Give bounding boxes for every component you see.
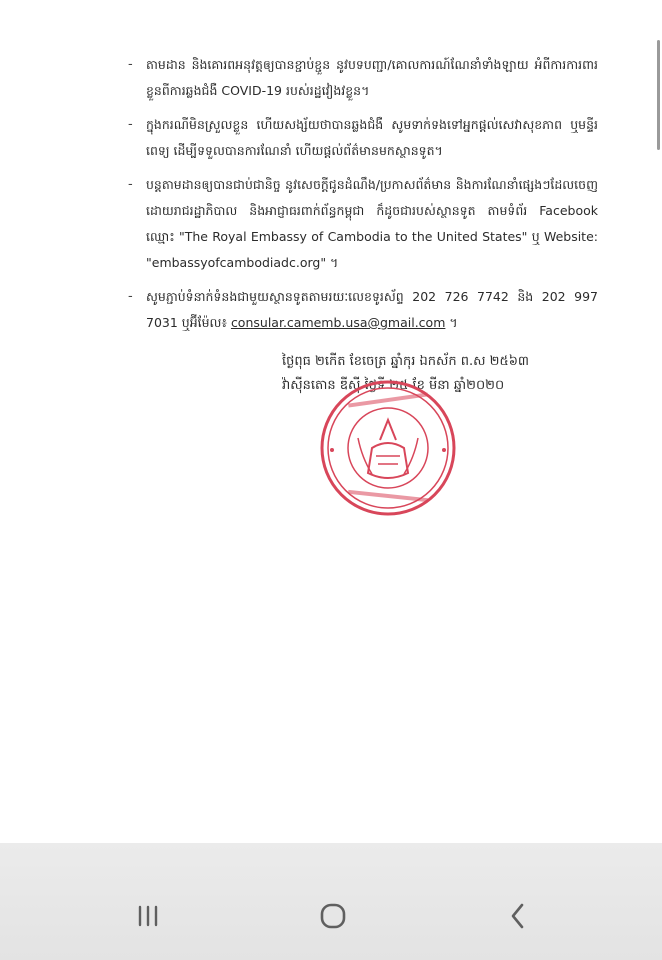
bullet-text: [146, 284, 598, 336]
back-button[interactable]: [498, 896, 538, 936]
lunar-date: ថ្ងៃពុធ ២កើត ខែចេត្រ ឆ្នាំកុរ ឯកស័ក ព.ស ២៥៦៣: [282, 354, 530, 369]
bullet-text: ក្នុងករណីមិនស្រួលខ្លួន ហើយសង្ស័យថាបានឆ្លងជំងឺ សូមទាក់ទងទៅអ្នកផ្ដល់សេវាសុខភាព ឬមន្ទីរពេទ្យ ដើម្បីទទួលបានការណែនាំ ហើយផ្ដល់ព័ត៌មានមកស្ថានទូត។: [146, 117, 598, 158]
contact-text: សូមភ្ជាប់ទំនាក់ទំនងជាមួយស្ថានទូតតាមរយៈលេខទូរស័ព្ទ 202 726 7742 និង 202 997 7031 ឬអ៊ីម៉ែល៖: [146, 289, 598, 330]
list-item: - សូមភ្ជាប់ទំនាក់ទំនងជាមួយស្ថានទូតតាមរយៈលេខទូរស័ព្ទ 202 726 7742 និង 202 997 7031 ឬអ៊ីម៉ែល៖ consular.camemb.usa@gmail.com ។: [128, 284, 598, 336]
bullet-list: [128, 52, 598, 344]
bullet-text: តាមដាន និងគោរពអនុវត្តឲ្យបានខ្ជាប់ខ្ជួន នូវបទបញ្ជា/គោលការណ៍ណែនាំទាំងឡាយ អំពីការការពារខ្លួនពីការឆ្លងជំងឺ COVID-19 របស់រដ្ឋវៀងវខ្លួន។: [146, 57, 598, 98]
place-date: វ៉ាស៊ីនតោន ឌីស៊ី ថ្ងៃទី ២៥ ខែ មីនា ឆ្នាំ២០២០: [282, 378, 505, 393]
embassy-seal: [318, 378, 458, 518]
list-item: - តាមដាន និងគោរពអនុវត្តឲ្យបានខ្ជាប់ខ្ជួន នូវបទបញ្ជា/គោលការណ៍ណែនាំទាំងឡាយ អំពីការការពារខ្លួនពីការឆ្លងជំងឺ COVID-19 របស់រដ្ឋវៀងវខ្លួន។: [128, 52, 598, 104]
contact-end: ។: [445, 315, 458, 330]
email-link[interactable]: consular.camemb.usa@gmail.com: [230, 315, 446, 330]
home-icon: [319, 902, 347, 930]
list-item: - ក្នុងករណីមិនស្រួលខ្លួន ហើយសង្ស័យថាបានឆ្លងជំងឺ សូមទាក់ទងទៅអ្នកផ្ដល់សេវាសុខភាព ឬមន្ទីរពេទ្យ ដើម្បីទទួលបានការណែនាំ ហើយផ្ដល់ព័ត៌មានមកស្ថានទូត។: [128, 112, 598, 164]
recents-icon: [135, 904, 161, 928]
home-button[interactable]: [313, 896, 353, 936]
recents-button[interactable]: [128, 896, 168, 936]
scrollbar[interactable]: [657, 40, 660, 150]
back-icon: [508, 902, 528, 930]
bullet-text: បន្តតាមដានឲ្យបានជាប់ជានិច្ច នូវសេចក្ដីជូនដំណឹង/ប្រកាសព័ត៌មាន និងការណែនាំផ្សេងៗដែលចេញដោយរាជរដ្ឋាភិបាល និងអាជ្ញាធរពាក់ព័ន្ធកម្ពុជា ក៏ដូចជារបស់ស្ថានទូត តាមទំព័រ Facebook ឈ្មោះ "The Royal Embassy of Cambodia to the United States" ឬ Website: "embassyofcambodiadc.org" ។: [146, 177, 598, 270]
list-item: - បន្តតាមដានឲ្យបានជាប់ជានិច្ច នូវសេចក្ដីជូនដំណឹង/ប្រកាសព័ត៌មាន និងការណែនាំផ្សេងៗដែលចេញដោយរាជរដ្ឋាភិបាល និងអាជ្ញាធរពាក់ព័ន្ធកម្ពុជា ក៏ដូចជារបស់ស្ថានទូត តាមទំព័រ Facebook ឈ្មោះ "The Royal Embassy of Cambodia to the United States" ឬ Website: "embassyofcambodiadc.org" ។: [128, 172, 598, 276]
